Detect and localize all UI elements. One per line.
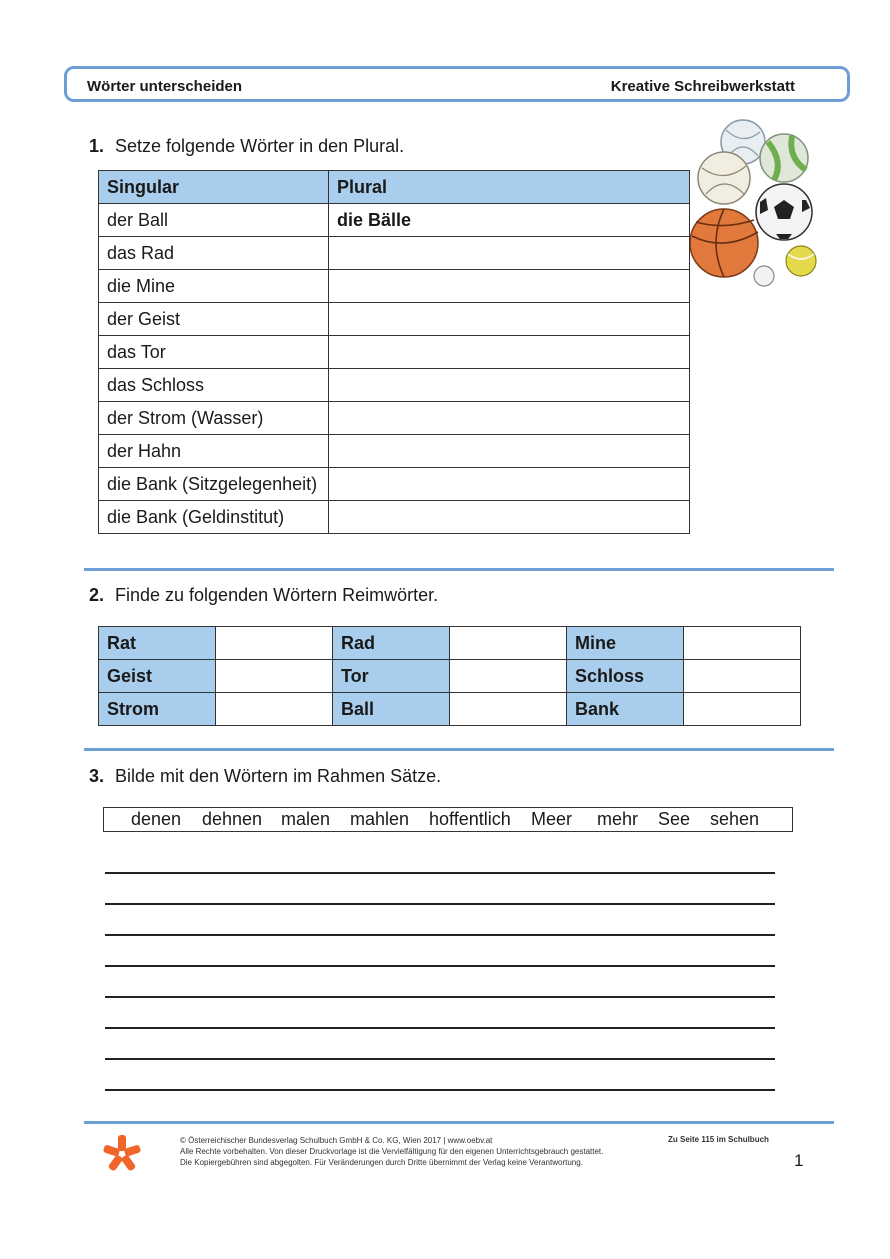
singular-cell: der Geist: [99, 303, 329, 336]
writing-line: [105, 996, 775, 998]
singular-cell: der Strom (Wasser): [99, 402, 329, 435]
publisher-logo-icon: [103, 1135, 141, 1173]
header-bar: [64, 66, 850, 102]
volleyball-icon-2: [698, 152, 750, 204]
worksheet-title: Wörter unterscheiden: [87, 78, 243, 95]
frame-word: hoffentlich: [429, 809, 511, 829]
plural-cell: [329, 501, 690, 534]
frame-word: dehnen: [202, 809, 263, 829]
writing-line: [105, 1027, 775, 1029]
answer-cell: [216, 627, 333, 660]
writing-line: [105, 965, 775, 967]
table-row: [99, 303, 690, 336]
plural-table: [98, 170, 690, 534]
plural-table-header: [99, 171, 690, 204]
task1-instruction: Setze folgende Wörter in den Plural.: [115, 136, 405, 156]
column-plural: Plural: [329, 171, 690, 204]
copyright-line: Alle Rechte vorbehalten. Von dieser Druckvorlage ist die Vervielfältigung für den eigenen Unterrichtsgebrauch gestattet.: [180, 1147, 604, 1156]
writing-line: [105, 934, 775, 936]
frame-word: mahlen: [350, 809, 410, 829]
column-singular: Singular: [99, 171, 329, 204]
writing-line: [105, 1058, 775, 1060]
plural-cell: [329, 435, 690, 468]
task1-heading: [89, 136, 404, 157]
task1-number: 1.: [89, 136, 105, 156]
rhyme-word-cell: Strom: [99, 693, 216, 726]
rhyme-word-cell: Geist: [99, 660, 216, 693]
table-row: [99, 435, 690, 468]
golf-ball-icon: [754, 266, 774, 286]
singular-cell: die Bank (Geldinstitut): [99, 501, 329, 534]
table-row: [99, 402, 690, 435]
section-divider: [84, 748, 834, 751]
rhyme-word-cell: Mine: [567, 627, 684, 660]
answer-cell: [450, 693, 567, 726]
table-row: [99, 660, 801, 693]
rhyme-word-cell: Rat: [99, 627, 216, 660]
plural-cell: [329, 237, 690, 270]
rhyme-table: [98, 626, 801, 726]
frame-word: sehen: [710, 809, 760, 829]
balls-illustration: [688, 118, 833, 290]
plural-cell: [329, 270, 690, 303]
table-row: [99, 501, 690, 534]
plural-cell: [329, 303, 690, 336]
answer-cell: [684, 627, 801, 660]
tennis-ball-icon: [786, 246, 816, 276]
footer-divider: [84, 1121, 834, 1124]
rhyme-word-cell: Bank: [567, 693, 684, 726]
plural-cell: die Bälle: [329, 204, 690, 237]
answer-cell: [684, 693, 801, 726]
table-row: [99, 693, 801, 726]
table-row: [99, 237, 690, 270]
writing-line: [105, 872, 775, 874]
page-number: 1: [794, 1151, 804, 1170]
singular-cell: das Tor: [99, 336, 329, 369]
frame-word: Meer: [531, 809, 573, 829]
answer-cell: [684, 660, 801, 693]
rhyme-word-cell: Ball: [333, 693, 450, 726]
frame-word: See: [658, 809, 691, 829]
answer-cell: [450, 627, 567, 660]
frame-word: denen: [131, 809, 182, 829]
answer-cell: [450, 660, 567, 693]
task3-heading: [89, 766, 441, 787]
table-row: [99, 468, 690, 501]
section-divider: [84, 568, 834, 571]
word-frame: [103, 807, 793, 832]
task3-number: 3.: [89, 766, 105, 786]
singular-cell: der Hahn: [99, 435, 329, 468]
answer-cell: [216, 660, 333, 693]
rhyme-word-cell: Tor: [333, 660, 450, 693]
singular-cell: die Mine: [99, 270, 329, 303]
writing-line: [105, 903, 775, 905]
plural-cell: [329, 468, 690, 501]
frame-word: malen: [281, 809, 331, 829]
copyright-notice: [180, 1135, 603, 1168]
singular-cell: das Schloss: [99, 369, 329, 402]
task2-number: 2.: [89, 585, 105, 605]
copyright-line: Die Kopiergebühren sind abgegolten. Für Veränderungen durch Dritte übernimmt der Verlag keine Verantwortung.: [180, 1158, 583, 1167]
task2-instruction: Finde zu folgenden Wörtern Reimwörter.: [115, 585, 439, 605]
plural-cell: [329, 369, 690, 402]
task2-heading: [89, 585, 438, 606]
schoolbook-reference: Zu Seite 115 im Schulbuch: [668, 1135, 769, 1144]
table-row: [99, 369, 690, 402]
book-section-title: Kreative Schreibwerkstatt: [610, 78, 795, 95]
answer-cell: [216, 693, 333, 726]
singular-cell: die Bank (Sitzgelegenheit): [99, 468, 329, 501]
plural-cell: [329, 336, 690, 369]
task3-instruction: Bilde mit den Wörtern im Rahmen Sätze.: [115, 766, 442, 786]
rhyme-word-cell: Schloss: [567, 660, 684, 693]
beach-ball-icon: [760, 134, 808, 182]
rhyme-word-cell: Rad: [333, 627, 450, 660]
singular-cell: der Ball: [99, 204, 329, 237]
table-row: [99, 336, 690, 369]
plural-cell: [329, 402, 690, 435]
copyright-line: © Österreichischer Bundesverlag Schulbuch GmbH & Co. KG, Wien 2017 | www.oebv.at: [180, 1136, 493, 1145]
singular-cell: das Rad: [99, 237, 329, 270]
frame-word: mehr: [597, 809, 639, 829]
table-row: [99, 204, 690, 237]
writing-line: [105, 1089, 775, 1091]
table-row: [99, 627, 801, 660]
table-row: [99, 270, 690, 303]
